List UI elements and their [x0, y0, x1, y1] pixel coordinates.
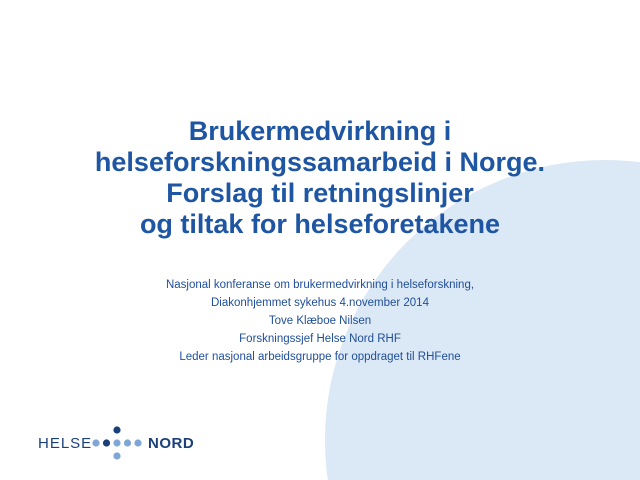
subtitle-author-role: Forskningssjef Helse Nord RHF — [239, 333, 401, 345]
subtitle-author: Tove Klæboe Nilsen — [268, 315, 372, 327]
title-line-2: helseforskningssamarbeid i Norge. — [94, 147, 546, 177]
dot-cross-icon — [90, 425, 144, 468]
title-line-3: Forslag til retningslinjer — [166, 178, 474, 208]
subtitle-author-group: Leder nasjonal arbeidsgruppe for oppdraget til RHFene — [179, 351, 461, 363]
slide-title — [40, 116, 600, 240]
logo-word-nord: NORD — [148, 435, 195, 452]
title-line-1: Brukermedvirkning i — [188, 116, 452, 146]
subtitle-venue-date: Diakonhjemmet sykehus 4.november 2014 — [211, 297, 429, 309]
title-line-4: og tiltak for helseforetakene — [139, 209, 501, 239]
slide-subtitle — [60, 276, 580, 366]
subtitle-conference: Nasjonal konferanse om brukermedvirkning i helseforskning, — [165, 279, 475, 291]
logo-word-helse: HELSE — [38, 435, 93, 452]
